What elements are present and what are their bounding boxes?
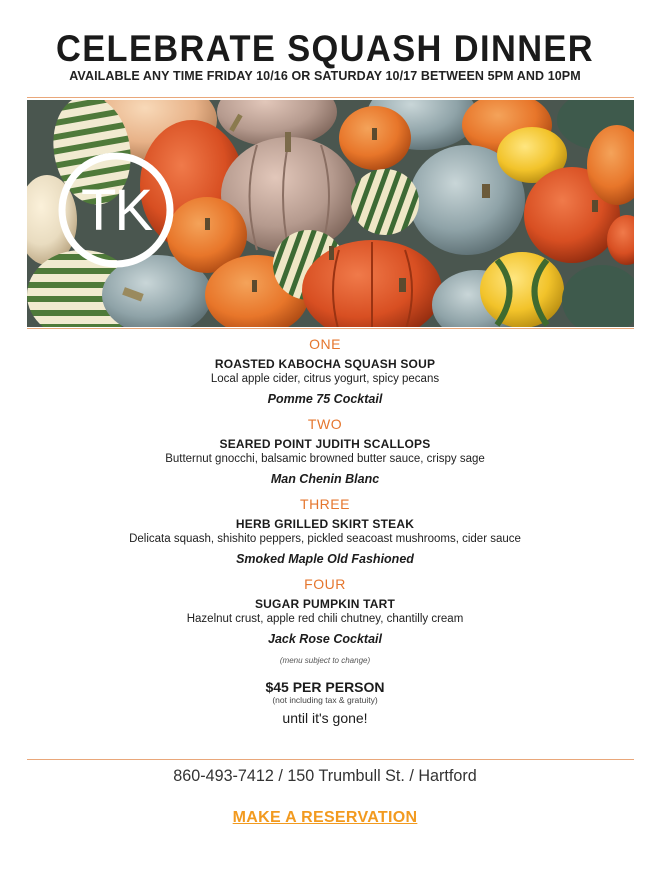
make-reservation-link[interactable]: MAKE A RESERVATION <box>232 809 418 826</box>
hero-bottom-divider <box>27 328 634 329</box>
course-label: THREE <box>300 496 350 512</box>
dish-description: Delicata squash, shishito peppers, pickled seacoast mushrooms, cider sauce <box>129 533 521 545</box>
course-label: TWO <box>307 416 343 432</box>
dish-name: SUGAR PUMPKIN TART <box>254 597 396 611</box>
course-three <box>0 496 650 566</box>
course-label: ONE <box>309 336 341 352</box>
page-title: CELEBRATE SQUASH DINNER <box>55 28 595 69</box>
hero-image <box>27 100 634 327</box>
tk-logo-text: TK <box>80 178 152 243</box>
drink-pairing: Smoked Maple Old Fashioned <box>236 552 414 566</box>
dish-name: SEARED POINT JUDITH SCALLOPS <box>219 437 431 451</box>
top-divider <box>27 97 634 98</box>
dish-name: ROASTED KABOCHA SQUASH SOUP <box>214 357 436 371</box>
drink-pairing: Pomme 75 Cocktail <box>267 392 383 406</box>
squash-photo <box>27 100 634 327</box>
dish-name: HERB GRILLED SKIRT STEAK <box>235 517 415 531</box>
course-one <box>0 336 650 406</box>
drink-pairing: Man Chenin Blanc <box>270 472 380 486</box>
tagline: until it's gone! <box>282 710 368 726</box>
contact-info: 860-493-7412 / 150 Trumbull St. / Hartford <box>173 766 477 785</box>
menu <box>0 334 650 726</box>
footer-divider <box>27 759 634 760</box>
price: $45 PER PERSON <box>265 679 385 695</box>
page-subtitle: AVAILABLE ANY TIME FRIDAY 10/16 OR SATURDAY 10/17 BETWEEN 5PM AND 10PM <box>69 69 581 83</box>
course-two <box>0 416 650 486</box>
dish-description: Local apple cider, citrus yogurt, spicy pecans <box>210 373 440 385</box>
dish-description: Hazelnut crust, apple red chili chutney, chantilly cream <box>186 613 464 625</box>
reservation-section <box>0 809 650 827</box>
drink-pairing: Jack Rose Cocktail <box>268 632 382 646</box>
course-label: FOUR <box>304 576 346 592</box>
course-four <box>0 576 650 646</box>
price-note: (not including tax & gratuity) <box>272 695 378 705</box>
dish-description: Butternut gnocchi, balsamic browned butter sauce, crispy sage <box>165 453 485 465</box>
menu-change-note: (menu subject to change) <box>279 656 371 665</box>
